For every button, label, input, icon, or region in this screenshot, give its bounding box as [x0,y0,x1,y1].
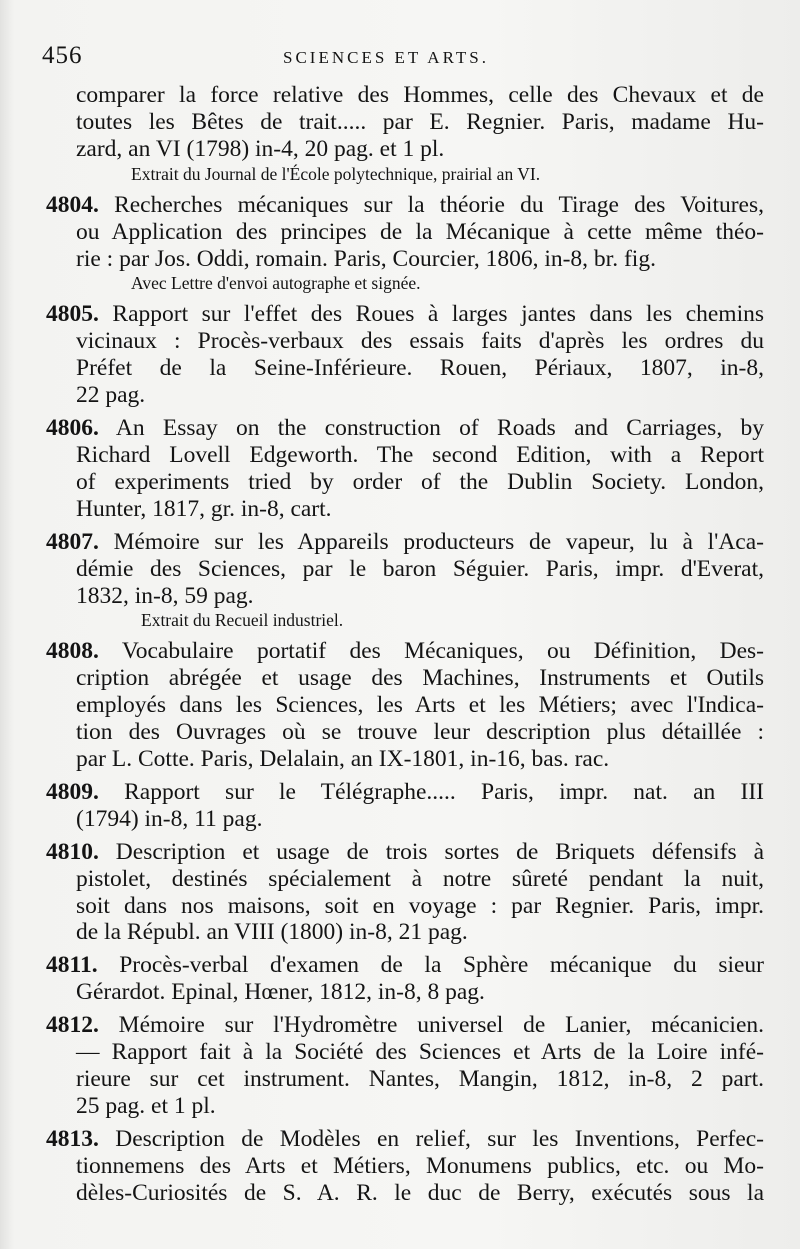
entry-continued [46,82,764,186]
entry-line: Rapport sur le Télégraphe..... Paris, impr. nat. an III [124,778,765,805]
entry-4804 [46,192,764,296]
entry-line: zard, an VI (1798) in-4, 20 pag. et 1 pl. [76,135,445,162]
entry-line: Préfet de la Seine-Inférieure. Rouen, Périaux, 1807, in-8, [76,355,764,382]
entry-line: tionnemens des Arts et Métiers, Monumens publics, etc. ou Mo- [76,1152,764,1179]
entry-number: 4806. [46,415,99,442]
entry-4810 [46,839,764,947]
entry-number: 4813. [46,1125,99,1152]
entry-line: of experiments tried by order of the Dublin Society. London, [76,468,764,495]
entry-line: cription abrégée et usage des Machines, Instruments et Outils [76,665,764,692]
entry-first-line [46,779,764,806]
entry-number: 4804. [46,191,99,218]
entry-line: — Rapport fait à la Société des Sciences et Arts de la Loire infé- [76,1039,764,1066]
entry-line: soit dans nos maisons, soit en voyage : par Regnier. Paris, impr. [76,892,764,919]
entry-note: Extrait du Journal de l'École polytechnique, prairial an VI. [131,163,541,184]
entry-4805 [46,301,764,409]
entry-line: comparer la force relative des Hommes, celle des Chevaux et de [76,82,764,108]
entry-line: Recherches mécaniques sur la théorie du Tirage des Voitures, [114,191,765,218]
entry-line: Richard Lovell Edgeworth. The second Edition, with a Report [76,441,764,468]
entry-note: Avec Lettre d'envoi autographe et signée. [131,273,421,294]
entry-number: 4810. [46,838,99,865]
entry-line: Procès-verbal d'examen de la Sphère mécanique du sieur [119,952,765,979]
entry-line: tion des Ouvrages où se trouve leur description plus détaillée : [76,719,764,746]
entry-line: Hunter, 1817, gr. in-8, cart. [76,495,332,522]
entry-line: dèles-Curiosités de S. A. R. le duc de Berry, exécutés sous la [76,1179,764,1206]
entry-number: 4807. [46,528,99,555]
entry-line: rieure sur cet instrument. Nantes, Mangin, 1812, in-8, 2 part. [76,1066,764,1092]
entry-first-line [46,415,764,442]
entry-number: 4808. [46,638,99,665]
entry-line: Rapport sur l'effet des Roues à larges jantes dans les chemins [112,301,765,328]
entry-first-line [46,638,764,665]
entry-note: Extrait du Recueil industriel. [141,610,344,631]
entry-line: démie des Sciences, par le baron Séguier. Paris, impr. d'Everat, [76,555,764,582]
entry-line: employés dans les Sciences, les Arts et les Métiers; avec l'Indica- [76,692,764,719]
entry-number: 4811. [46,952,98,979]
entry-4809 [46,779,764,833]
entry-line: 22 pag. [76,382,146,409]
entry-line: pistolet, destinés spécialement à notre sûreté pendant la nuit, [76,865,764,892]
entry-line: Vocabulaire portatif des Mécaniques, ou Définition, Des- [121,638,764,665]
entry-4806 [46,415,764,523]
entry-number: 4809. [46,778,99,805]
entry-first-line [46,529,764,556]
entry-first-line [46,1012,764,1039]
entry-number: 4805. [46,301,99,328]
entry-first-line [46,192,764,219]
entry-line: vicinaux : Procès-verbaux des essais faits d'après les ordres du [76,328,764,355]
entry-line: Description et usage de trois sortes de Briquets défensifs à [115,838,765,865]
entry-4813 [46,1126,764,1207]
entry-4811 [46,952,764,1006]
entry-4807 [46,529,764,633]
page-number: 456 [42,42,83,69]
entry-line: Mémoire sur les Appareils producteurs de vapeur, lu à l'Aca- [113,528,764,555]
entry-line: Mémoire sur l'Hydromètre universel de Lanier, mécanicien. [118,1012,765,1039]
bibliography-list [46,82,764,1213]
page-header [42,40,730,80]
entry-line: de la Républ. an VIII (1800) in-8, 21 pag. [76,919,468,946]
entry-line: An Essay on the construction of Roads and Carriages, by [115,415,764,442]
entry-line: rie : par Jos. Oddi, romain. Paris, Courcier, 1806, in-8, br. fig. [76,245,656,272]
entry-line: par L. Cotte. Paris, Delalain, an IX-1801, in-16, bas. rac. [76,746,610,773]
entry-first-line [46,1126,764,1153]
entry-number: 4812. [46,1012,99,1039]
running-head: SCIENCES ET ARTS. [282,48,489,67]
entry-first-line [46,301,764,328]
entry-line: toutes les Bêtes de trait..... par E. Regnier. Paris, madame Hu- [76,108,764,135]
entry-line: Description de Modèles en relief, sur les Inventions, Perfec- [115,1125,765,1152]
entry-4812 [46,1012,764,1120]
entry-line: (1794) in-8, 11 pag. [76,805,263,832]
entry-first-line [46,839,764,866]
entry-4808 [46,638,764,773]
entry-line: 25 pag. et 1 pl. [76,1092,216,1119]
entry-first-line [46,952,764,979]
entry-line: Gérardot. Epinal, Hœner, 1812, in-8, 8 pag. [76,979,485,1006]
entry-line: 1832, in-8, 59 pag. [76,582,254,609]
entry-line: ou Application des principes de la Mécanique à cette même théo- [76,218,764,245]
